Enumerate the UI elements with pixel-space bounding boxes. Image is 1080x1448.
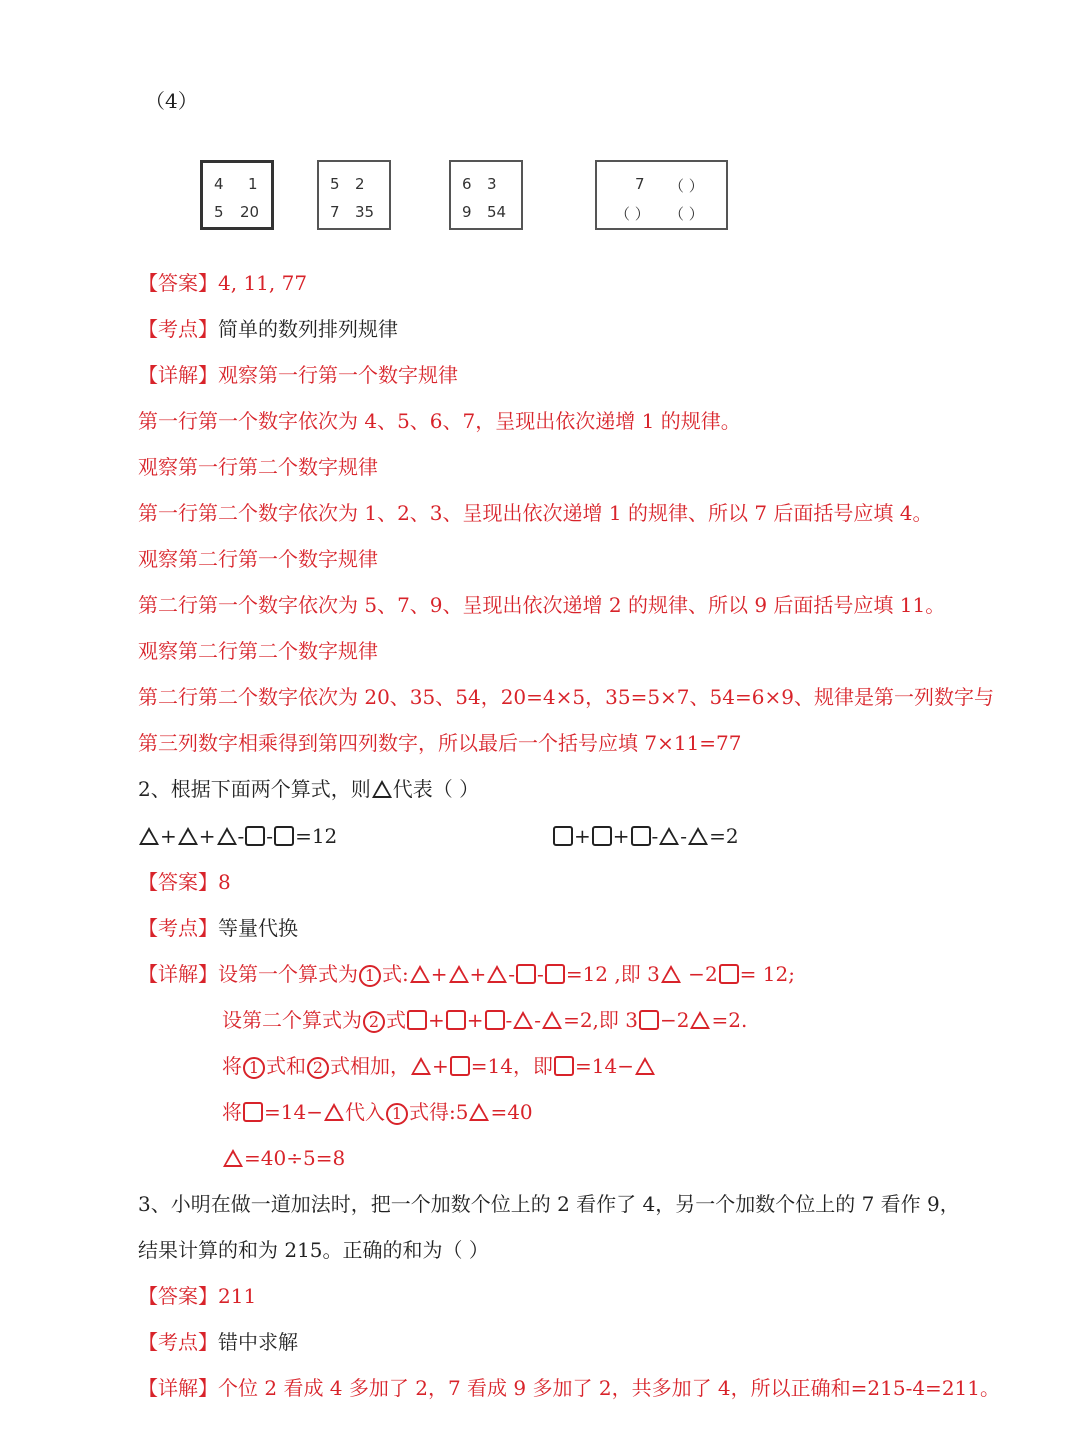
square-icon (592, 826, 612, 846)
detail-text: =14− (574, 1054, 634, 1078)
answer-value: 211 (218, 1284, 257, 1308)
grid-cell: 9 (462, 203, 472, 221)
q1-detail-line: 第二行第二个数字依次为 20、35、54，20=4×5，35=5×7、54=6×9、规律是第一列数字与 (138, 685, 994, 709)
point-value: 等量代换 (218, 916, 298, 940)
q1-point (138, 312, 398, 346)
q2-detail-2: 设第二个算式为 2 式 + + - - =2,即 3 −2 =2. (222, 1008, 748, 1032)
q3-point (138, 1325, 298, 1359)
circled-number: 1 (359, 965, 381, 987)
q1-detail-line: 观察第二行第二个数字规律 (138, 639, 378, 663)
triangle-icon (324, 1103, 344, 1121)
q1-detail-line: 第三列数字相乘得到第四列数字，所以最后一个括号应填 7×11=77 (138, 731, 742, 755)
square-icon (274, 826, 294, 846)
triangle-icon (178, 827, 198, 845)
q1-detail-line: 第一行第一个数字依次为 4、5、6、7，呈现出依次递增 1 的规律。 (138, 409, 741, 433)
square-icon (639, 1010, 659, 1030)
square-icon (631, 826, 651, 846)
detail-text: 式 (386, 1008, 406, 1032)
q2-question (138, 772, 479, 806)
q2-point (138, 911, 298, 945)
number-grid-2 (317, 160, 391, 230)
q1-detail-line: 观察第一行第二个数字规律 (138, 455, 378, 479)
detail-text: =40 (490, 1100, 533, 1124)
q3-detail (138, 1371, 1000, 1405)
detail-text: =2,即 3 (563, 1008, 638, 1032)
q1-answer (138, 266, 307, 300)
answer-tag: 【答案】 (138, 870, 218, 894)
eq1-result: =12 (295, 824, 338, 848)
triangle-icon (223, 1149, 243, 1167)
q2-question-prefix: 2、根据下面两个算式，则 (138, 777, 371, 801)
square-icon (554, 1056, 574, 1076)
grid-cell: （ ） (615, 205, 650, 223)
triangle-icon (410, 965, 430, 983)
triangle-icon (690, 1011, 710, 1029)
grid-cell: 5 (330, 175, 340, 193)
q2-detail-4 (222, 1095, 533, 1129)
grid-cell: 54 (487, 203, 507, 221)
number-grid-1 (200, 160, 274, 230)
triangle-icon (688, 827, 708, 845)
point-tag: 【考点】 (138, 317, 218, 341)
q2-detail-1: 【详解】设第一个算式为 1 式: + + - - =12 ,即 3 −2 = 12; (138, 962, 795, 986)
square-icon (446, 1010, 466, 1030)
detail-text: 式得:5 (408, 1100, 469, 1124)
triangle-icon (449, 965, 469, 983)
answer-value: 8 (218, 870, 231, 894)
detail-text: 式: (382, 962, 409, 986)
point-value: 错中求解 (218, 1330, 298, 1354)
circled-number: 1 (243, 1057, 265, 1079)
detail-value: 个位 2 看成 4 多加了 2，7 看成 9 多加了 2，共多加了 4，所以正确和=215-4=211。 (218, 1376, 1000, 1400)
q2-equation-1: + + - - =12 (138, 819, 337, 853)
q1-detail-line: 第一行第二个数字依次为 1、2、3、呈现出依次递增 1 的规律、所以 7 后面括号应填 4。 (138, 501, 933, 525)
number-grid-3 (449, 160, 523, 230)
square-icon (545, 964, 565, 984)
grid-cell: （ ） (669, 177, 704, 195)
triangle-icon (635, 1057, 655, 1075)
q2-equation-2: + + - - =2 (552, 819, 739, 853)
q1-detail-line: 观察第二行第一个数字规律 (138, 547, 378, 571)
detail-text: 将 (222, 1100, 242, 1124)
point-tag: 【考点】 (138, 916, 218, 940)
grid-cell: 1 (248, 175, 258, 193)
q2-detail-5 (222, 1141, 345, 1175)
grid-cell: 5 (214, 203, 224, 221)
q1-detail-line: 第二行第一个数字依次为 5、7、9、呈现出依次递增 2 的规律、所以 9 后面括号应填 11。 (138, 593, 946, 617)
grid-cell: 20 (240, 203, 260, 221)
grid-cell: （ ） (669, 205, 704, 223)
detail-text: =2. (711, 1008, 748, 1032)
grid-cell: 4 (214, 175, 224, 193)
detail-text: 式相加， (330, 1054, 410, 1078)
square-icon (450, 1056, 470, 1076)
triangle-icon (659, 827, 679, 845)
triangle-icon (487, 965, 507, 983)
grid-cell: 35 (355, 203, 375, 221)
grid-cell: 6 (462, 175, 472, 193)
detail-text: 设第二个算式为 (222, 1008, 362, 1032)
q1-detail (138, 358, 458, 392)
square-icon (243, 1102, 263, 1122)
detail-text: =12 ,即 3 (565, 962, 660, 986)
circled-number: 2 (307, 1057, 329, 1079)
detail-text: 式和 (266, 1054, 306, 1078)
answer-tag: 【答案】 (138, 1284, 218, 1308)
grid-cell: 2 (355, 175, 365, 193)
detail-text: 设第一个算式为 (218, 962, 358, 986)
square-icon (553, 826, 573, 846)
triangle-icon (139, 827, 159, 845)
number-grid-4 (595, 160, 728, 230)
triangle-icon (469, 1103, 489, 1121)
square-icon (516, 964, 536, 984)
detail-text: =14，即 (470, 1054, 553, 1078)
answer-value: 4, 11, 77 (218, 271, 308, 295)
square-icon (245, 826, 265, 846)
grid-cell: 7 (635, 175, 645, 193)
point-value: 简单的数列排列规律 (218, 317, 398, 341)
triangle-icon (513, 1011, 533, 1029)
triangle-icon (217, 827, 237, 845)
detail-text: =14− (264, 1100, 323, 1124)
triangle-icon (661, 965, 681, 983)
square-icon (485, 1010, 505, 1030)
part-label: （4） (145, 89, 198, 113)
detail-text: 代入 (344, 1100, 385, 1124)
q2-question-suffix: 代表（ ） (392, 777, 480, 801)
square-icon (407, 1010, 427, 1030)
detail-tag: 【详解】 (138, 363, 218, 387)
detail-tag: 【详解】 (138, 962, 218, 986)
triangle-icon (542, 1011, 562, 1029)
q3-question-line: 结果计算的和为 215。正确的和为（ ） (138, 1238, 489, 1262)
grid-cell: 7 (330, 203, 340, 221)
q3-question-line: 3、小明在做一道加法时，把一个加数个位上的 2 看作了 4，另一个加数个位上的 7 看作 9， (138, 1192, 960, 1216)
square-icon (719, 964, 739, 984)
detail-text: −2 (659, 1008, 690, 1032)
detail-tag: 【详解】 (138, 1376, 218, 1400)
circled-number: 1 (386, 1103, 408, 1125)
detail-text: =40÷5=8 (244, 1146, 346, 1170)
answer-tag: 【答案】 (138, 271, 218, 295)
detail-text: 将 (222, 1054, 242, 1078)
q3-answer (138, 1279, 256, 1313)
triangle-icon (411, 1057, 431, 1075)
q2-answer (138, 865, 231, 899)
q2-detail-3: 将 1 式和 2 式相加， + =14，即 =14− (222, 1049, 656, 1083)
triangle-icon (372, 780, 392, 798)
point-tag: 【考点】 (138, 1330, 218, 1354)
circled-number: 2 (363, 1011, 385, 1033)
eq2-result: =2 (709, 824, 739, 848)
detail-value: 观察第一行第一个数字规律 (218, 363, 458, 387)
detail-text: = 12; (739, 962, 795, 986)
detail-text: −2 (681, 962, 718, 986)
grid-cell: 3 (487, 175, 497, 193)
